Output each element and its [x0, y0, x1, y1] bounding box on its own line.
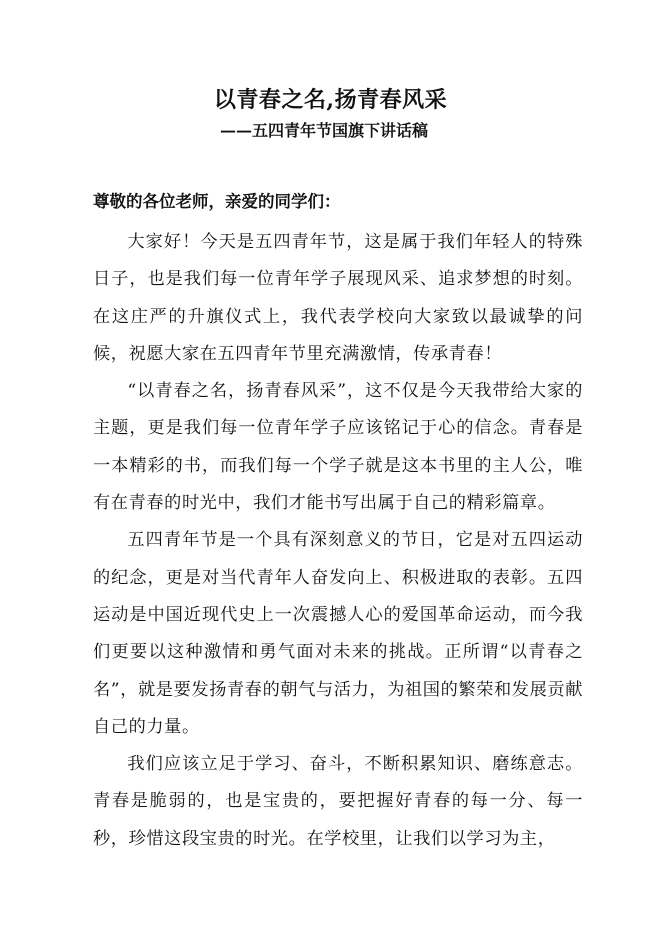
paragraph-1: 大家好！今天是五四青年节，这是属于我们年轻人的特殊日子，也是我们每一位青年学子展现风采、追求梦想的时刻。在这庄严的升旗仪式上，我代表学校向大家致以最诚挚的问候，祝愿大家在五四青年节里充满激情，传承青春！ — [93, 232, 583, 364]
salutation: 尊敬的各位老师，亲爱的同学们： — [93, 192, 341, 211]
paragraph-3: 五四青年节是一个具有深刻意义的节日，它是对五四运动的纪念，更是对当代青年人奋发向上、积极进取的表彰。五四运动是中国近现代史上一次震撼人心的爱国革命运动，而今我们更要以这种激情和勇气面对未来的挑战。正所谓“以青春之名”，就是要发扬青春的朝气与活力，为祖国的繁荣和发展贡献自己的力量。 — [93, 530, 583, 737]
paragraph-4: 我们应该立足于学习、奋斗，不断积累知识、磨练意志。青春是脆弱的，也是宝贵的，要把握好青春的每一分、每一秒，珍惜这段宝贵的时光。在学校里，让我们以学习为主， — [93, 754, 583, 849]
document-title: 以青春之名,扬青春风采 — [213, 87, 448, 113]
document-body — [93, 224, 583, 858]
document-subtitle: ——五四青年节国旗下讲话稿 — [220, 121, 429, 140]
paragraph-2: “以青春之名，扬青春风采”，这不仅是今天我带给大家的主题，更是我们每一位青年学子应该铭记于心的信念。青春是一本精彩的书，而我们每一个学子就是这本书里的主人公，唯有在青春的时光中，我们才能书写出属于自己的精彩篇章。 — [93, 381, 583, 514]
